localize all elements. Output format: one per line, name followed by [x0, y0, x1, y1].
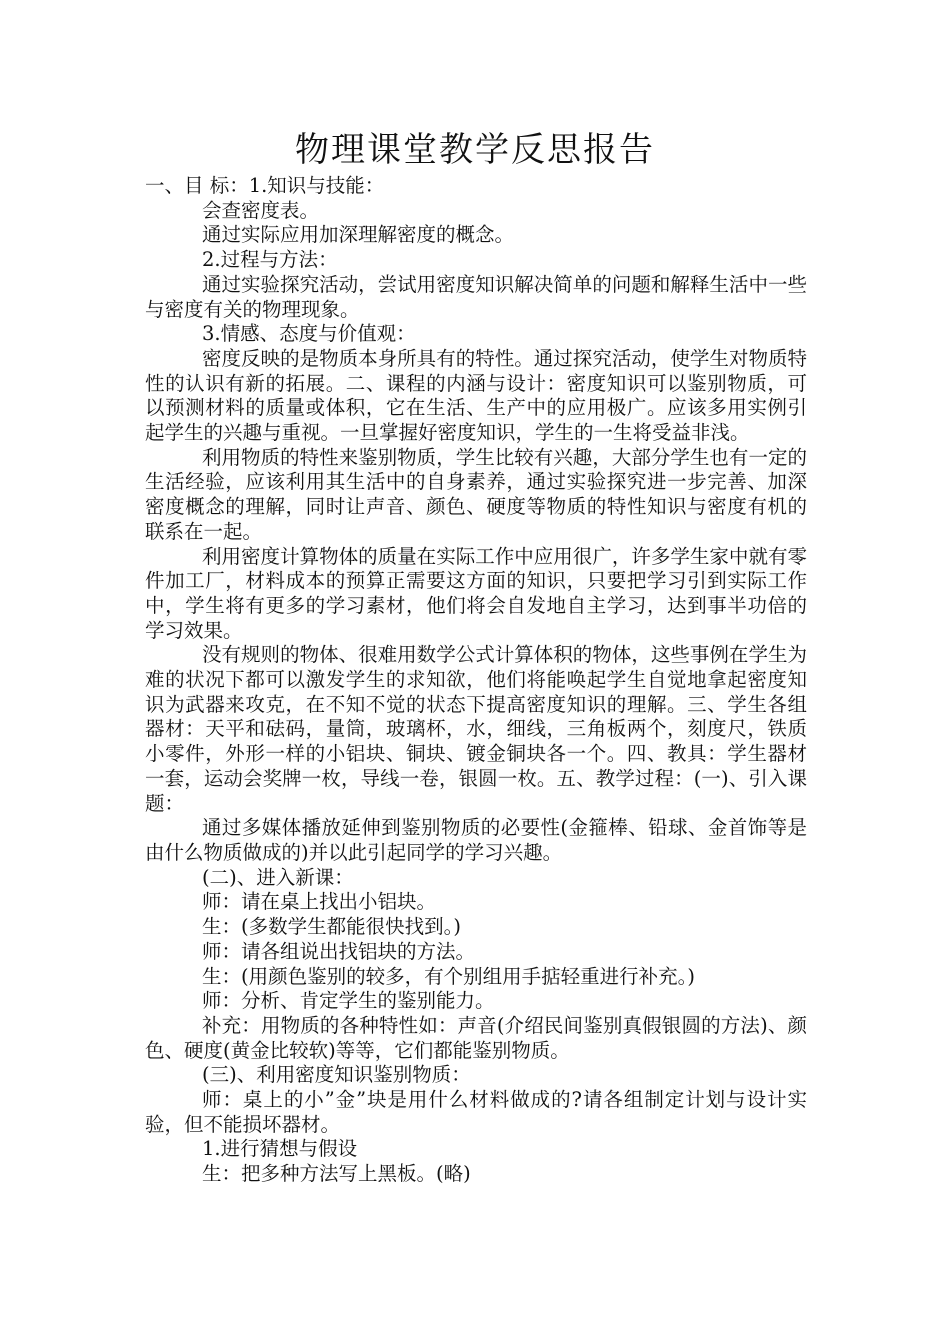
- paragraph: (二)、进入新课：: [202, 865, 354, 889]
- dialogue-line: 师：分析、肯定学生的鉴别能力。: [202, 989, 495, 1013]
- paragraph: 补充：用物质的各种特性如：声音(介绍民间鉴别真假银圆的方法)、颜色、硬度(黄金比较软)等等，它们都能鉴别物质。: [145, 1013, 807, 1062]
- paragraph: 1.进行猜想与假设: [202, 1137, 358, 1161]
- paragraph: (三)、利用密度知识鉴别物质：: [202, 1063, 471, 1087]
- dialogue-line: 师：请各组说出找铝块的方法。: [202, 939, 476, 963]
- paragraph-objectives: 一、目 标：1.知识与技能：: [145, 174, 385, 197]
- paragraph: 3.情感、态度与价值观：: [202, 322, 416, 346]
- dialogue-line: 生：把多种方法写上黑板。(略): [202, 1162, 471, 1186]
- paragraph: 通过多媒体播放延伸到鉴别物质的必要性(金箍棒、铅球、金首饰等是由什么物质做成的)并以此引起同学的学习兴趣。: [145, 816, 807, 864]
- document-title: 物理课堂教学反思报告: [295, 130, 655, 170]
- dialogue-line: 师：桌上的小”金”块是用什么材料做成的?请各组制定计划与设计实验，但不能损坏器材。: [145, 1088, 807, 1136]
- paragraph: 利用物质的特性来鉴别物质，学生比较有兴趣，大部分学生也有一定的生活经验，应该利用其生活中的自身素养，通过实验探究进一步完善、加深密度概念的理解，同时让声音、颜色、硬度等物质的特性知识与密度有机的联系在一起。: [145, 445, 807, 543]
- paragraph: 2.过程与方法：: [202, 248, 338, 272]
- document-body: [145, 174, 807, 1187]
- paragraph: 没有规则的物体、很难用数学公式计算体积的物体，这些事例在学生为难的状况下都可以激发学生的求知欲，他们将能唤起学生自觉地拿起密度知识为武器来攻克，在不知不觉的状态下提高密度知识的理解。三、学生各组器材：天平和砝码，量筒，玻璃杯，水，细线，三角板两个，刻度尺，铁质小零件，外形一样的小铝块、铜块、镀金铜块各一个。四、教具：学生器材一套，运动会奖牌一枚，导线一卷，银圆一枚。五、教学过程：(一)、引入课题：: [145, 643, 807, 815]
- paragraph: 会查密度表。: [202, 198, 320, 222]
- dialogue-line: 师：请在桌上找出小铝块。: [202, 890, 437, 914]
- dialogue-line: 生：(多数学生都能很快找到。): [202, 915, 461, 939]
- paragraph: 密度反映的是物质本身所具有的特性。通过探究活动，使学生对物质特性的认识有新的拓展。二、课程的内涵与设计：密度知识可以鉴别物质，可以预测材料的质量或体积，它在生活、生产中的应用极广。应该多用实例引起学生的兴趣与重视。一旦掌握好密度知识，学生的一生将受益非浅。: [145, 346, 807, 445]
- paragraph: 通过实验探究活动，尝试用密度知识解决简单的问题和解释生活中一些与密度有关的物理现象。: [145, 272, 807, 321]
- paragraph: 利用密度计算物体的质量在实际工作中应用很广，许多学生家中就有零件加工厂，材料成本的预算正需要这方面的知识，只要把学习引到实际工作中，学生将有更多的学习素材，他们将会自发地自主学习，达到事半功倍的学习效果。: [145, 544, 807, 642]
- dialogue-line: 生：(用颜色鉴别的较多，有个别组用手掂轻重进行补充。): [202, 964, 695, 988]
- paragraph: 通过实际应用加深理解密度的概念。: [202, 223, 515, 247]
